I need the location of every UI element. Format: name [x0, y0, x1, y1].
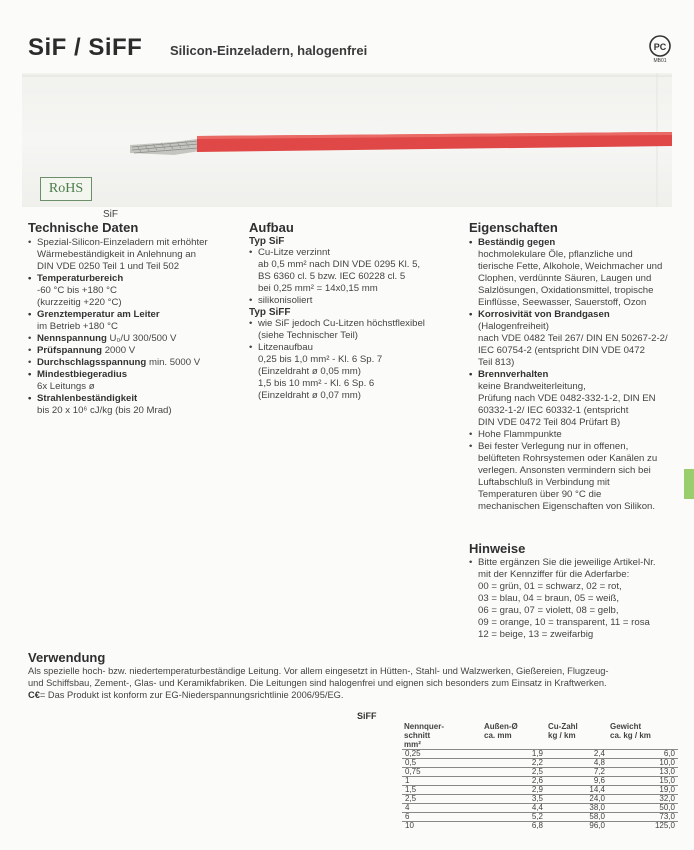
- table-cell: 6,0: [608, 750, 678, 759]
- aufbau-line: • silikonisoliert: [249, 295, 459, 307]
- technische-line: (kurzzeitig +220 °C): [37, 297, 122, 308]
- table-row: [402, 822, 678, 831]
- eigenschaften-line: Clophen, verdünnte Säuren, Laugen und: [478, 273, 652, 284]
- cable-label: SiF: [103, 209, 118, 220]
- eigenschaften-line: (Halogenfreiheit): [478, 321, 549, 332]
- technische-daten-section: [28, 220, 243, 417]
- gost-certification-icon: [646, 34, 674, 64]
- technische-line: bis 20 x 10⁶ cJ/kg (bis 20 Mrad): [37, 405, 172, 416]
- aufbau-title: Aufbau: [249, 220, 294, 235]
- table-cell: 4,4: [482, 804, 546, 813]
- table-cell: 2,5: [402, 795, 482, 804]
- technische-value: U₀/U 300/500 V: [109, 333, 177, 344]
- aufbau-line: • Litzenaufbau: [249, 342, 459, 354]
- eigenschaften-line: Prüfung nach VDE 0482-332-1-2, DIN EN: [478, 393, 656, 404]
- technische-value: 2000 V: [104, 345, 136, 356]
- table-cell: 2,5: [482, 768, 546, 777]
- verwendung-line: Als spezielle hoch- bzw. niedertemperaturbeständige Leitung. Vor allem eingesetzt in Hütten-, Stahl- und Walzwerken, Gießereien, Flugzeug-: [28, 666, 609, 676]
- eigenschaften-line: belüfteten Rohrsystemen oder Kanälen zu: [478, 453, 658, 464]
- table-cell: 24,0: [546, 795, 608, 804]
- hinweise-line: 06 = grau, 07 = violett, 08 = gelb,: [478, 605, 619, 616]
- hinweise-line: • Bitte ergänzen Sie die jeweilige Artikel-Nr.: [469, 557, 681, 569]
- stranded-conductor: [130, 139, 200, 155]
- eigenschaften-heading: • Brennverhalten: [469, 369, 681, 381]
- aufbau-line: (Einzeldraht ø 0,05 mm): [258, 366, 361, 377]
- table-header-nennquerschnitt: Nennquer- schnitt mm²: [404, 722, 444, 749]
- page-title: SiF / SiFF: [28, 34, 143, 61]
- table-header-cu-zahl: Cu-Zahl kg / km: [548, 722, 578, 740]
- eigenschaften-line: hochmolekulare Öle, pflanzliche und: [478, 249, 633, 260]
- table-cell: 1,5: [402, 786, 482, 795]
- table-label: SiFF: [357, 711, 377, 721]
- eigenschaften-line: mechanischen Eigenschaften von Silikon.: [478, 501, 656, 512]
- table-cell: 2,9: [482, 786, 546, 795]
- eigenschaften-line: • Hohe Flammpunkte: [469, 429, 681, 441]
- hinweise-title: Hinweise: [469, 541, 526, 556]
- technische-line: -60 °C bis +180 °C: [37, 285, 117, 296]
- verwendung-line: = Das Produkt ist konform zur EG-Niederspannungsrichtlinie 2006/95/EG.: [39, 690, 344, 700]
- aufbau-line: bei 0,25 mm² = 14x0,15 mm: [258, 283, 378, 294]
- table-cell: 10,0: [608, 759, 678, 768]
- cable-image: [22, 73, 672, 207]
- aufbau-line: • wie SiF jedoch Cu-Litzen höchstflexibel: [249, 318, 459, 330]
- hinweise-line: mit der Kennziffer für die Aderfarbe:: [478, 569, 630, 580]
- table-cell: 32,0: [608, 795, 678, 804]
- table-cell: 3,5: [482, 795, 546, 804]
- hinweise-line: 03 = blau, 04 = braun, 05 = weiß,: [478, 593, 620, 604]
- technische-line: im Betrieb +180 °C: [37, 321, 118, 332]
- table-cell: 2,4: [546, 750, 608, 759]
- technische-line: 6x Leitungs ø: [37, 381, 95, 392]
- aufbau-line: BS 6360 cl. 5 bzw. IEC 60228 cl. 5: [258, 271, 406, 282]
- siff-data-table: [402, 722, 678, 830]
- verwendung-section: [28, 650, 680, 701]
- technische-heading: Prüfspannung: [37, 345, 103, 356]
- table-cell: 5,2: [482, 813, 546, 822]
- table-header-gewicht: Gewicht ca. kg / km: [610, 722, 651, 740]
- table-cell: 10: [402, 822, 482, 831]
- technische-line: DIN VDE 0250 Teil 1 und Teil 502: [37, 261, 180, 272]
- verwendung-title: Verwendung: [28, 650, 106, 665]
- eigenschaften-line: tierische Fette, Alkohole, Weichmacher und: [478, 261, 663, 272]
- table-cell: 15,0: [608, 777, 678, 786]
- aufbau-type-sif: Typ SiF: [249, 236, 285, 247]
- eigenschaften-line: keine Brandweiterleitung,: [478, 381, 586, 392]
- technische-heading: Nennspannung: [37, 333, 107, 344]
- verwendung-line: und Schiffsbau, Zement-, Glas- und Keramikfabriken. Die Leitungen sind halogenfrei und eignen sich besonders zum Einsatz in Kraftwerken.: [28, 678, 607, 688]
- eigenschaften-line: Temperaturen über 90 °C die: [478, 489, 602, 500]
- product-photo: [22, 73, 672, 220]
- aufbau-line: (Einzeldraht ø 0,07 mm): [258, 390, 361, 401]
- table-cell: 50,0: [608, 804, 678, 813]
- hinweise-section: [469, 541, 681, 641]
- table-cell: 7,2: [546, 768, 608, 777]
- eigenschaften-line: 60332-1-2/ IEC 60332-1 (entspricht: [478, 405, 629, 416]
- technische-value: min. 5000 V: [148, 357, 201, 368]
- table-cell: 0,25: [402, 750, 482, 759]
- eigenschaften-line: Luftabschluß in Verbindung mit: [478, 477, 610, 488]
- table-cell: 9,6: [546, 777, 608, 786]
- aufbau-line: ab 0,5 mm² nach DIN VDE 0295 Kl. 5,: [258, 259, 421, 270]
- rohs-badge: RoHS: [40, 177, 92, 201]
- svg-text:PC: PC: [653, 42, 667, 52]
- aufbau-section: [249, 220, 459, 402]
- table-cell: 125,0: [608, 822, 678, 831]
- eigenschaften-line: Teil 813): [478, 357, 515, 368]
- table-cell: 96,0: [546, 822, 608, 831]
- technische-line: Wärmebeständigkeit in Anlehnung an: [37, 249, 196, 260]
- table-cell: 1: [402, 777, 482, 786]
- table-cell: 13,0: [608, 768, 678, 777]
- eigenschaften-section: [469, 220, 681, 513]
- table-cell: 1,9: [482, 750, 546, 759]
- eigenschaften-heading: • Beständig gegen: [469, 237, 681, 249]
- table-cell: 0,5: [402, 759, 482, 768]
- page-subtitle: Silicon-Einzeladern, halogenfrei: [170, 43, 368, 58]
- technische-line: • Spezial-Silicon-Einzeladern mit erhöhter: [28, 237, 243, 249]
- hinweise-line: 12 = beige, 13 = zweifarbig: [478, 629, 594, 640]
- hinweise-line: 00 = grün, 01 = schwarz, 02 = rot,: [478, 581, 622, 592]
- eigenschaften-line: Salzlösungen, Oxidationsmittel, tropische: [478, 285, 654, 296]
- eigenschaften-line: Einflüsse, Seewasser, Sauerstoff, Ozon: [478, 297, 647, 308]
- eigenschaften-line: verlegen. Ansonsten vermindern sich bei: [478, 465, 651, 476]
- aufbau-line: 1,5 bis 10 mm² - Kl. 6 Sp. 6: [258, 378, 375, 389]
- eigenschaften-line: • Bei fester Verlegung nur in offenen,: [469, 441, 681, 453]
- table-cell: 2,6: [482, 777, 546, 786]
- table-header-aussendurchmesser: Außen-Ø ca. mm: [484, 722, 518, 740]
- table-cell: 6: [402, 813, 482, 822]
- table-cell: 2,2: [482, 759, 546, 768]
- aufbau-line: 0,25 bis 1,0 mm² - Kl. 6 Sp. 7: [258, 354, 383, 365]
- table-cell: 0,75: [402, 768, 482, 777]
- hinweise-line: 09 = orange, 10 = transparent, 11 = rosa: [478, 617, 650, 628]
- table-cell: 4,8: [546, 759, 608, 768]
- table-cell: 73,0: [608, 813, 678, 822]
- eigenschaften-line: nach VDE 0482 Teil 267/ DIN EN 50267-2-2/: [478, 333, 668, 344]
- table-cell: 19,0: [608, 786, 678, 795]
- technische-heading: • Mindestbiegeradius: [28, 369, 243, 381]
- table-cell: 38,0: [546, 804, 608, 813]
- technische-heading: • Temperaturbereich: [28, 273, 243, 285]
- table-cell: 6,8: [482, 822, 546, 831]
- table-cell: 58,0: [546, 813, 608, 822]
- table-cell: 14,4: [546, 786, 608, 795]
- aufbau-type-siff: Typ SiFF: [249, 307, 291, 318]
- gost-mark-text: МВ01: [653, 58, 667, 64]
- aufbau-line: • Cu-Litze verzinnt: [249, 247, 459, 259]
- technische-heading: • Grenztemperatur am Leiter: [28, 309, 243, 321]
- eigenschaften-line: DIN VDE 0472 Teil 804 Prüfart B): [478, 417, 621, 428]
- table-cell: 4: [402, 804, 482, 813]
- technische-heading: • Strahlenbeständigkeit: [28, 393, 243, 405]
- eigenschaften-title: Eigenschaften: [469, 220, 558, 235]
- technische-daten-title: Technische Daten: [28, 220, 139, 235]
- aufbau-line: (siehe Technischer Teil): [258, 330, 358, 341]
- section-tab-marker: [684, 469, 694, 499]
- ce-mark-icon: C€: [28, 690, 40, 700]
- eigenschaften-heading: • Korrosivität von Brandgasen: [469, 309, 681, 321]
- technische-heading: Durchschlagsspannung: [37, 357, 147, 368]
- eigenschaften-line: IEC 60754-2 (entspricht DIN VDE 0472: [478, 345, 645, 356]
